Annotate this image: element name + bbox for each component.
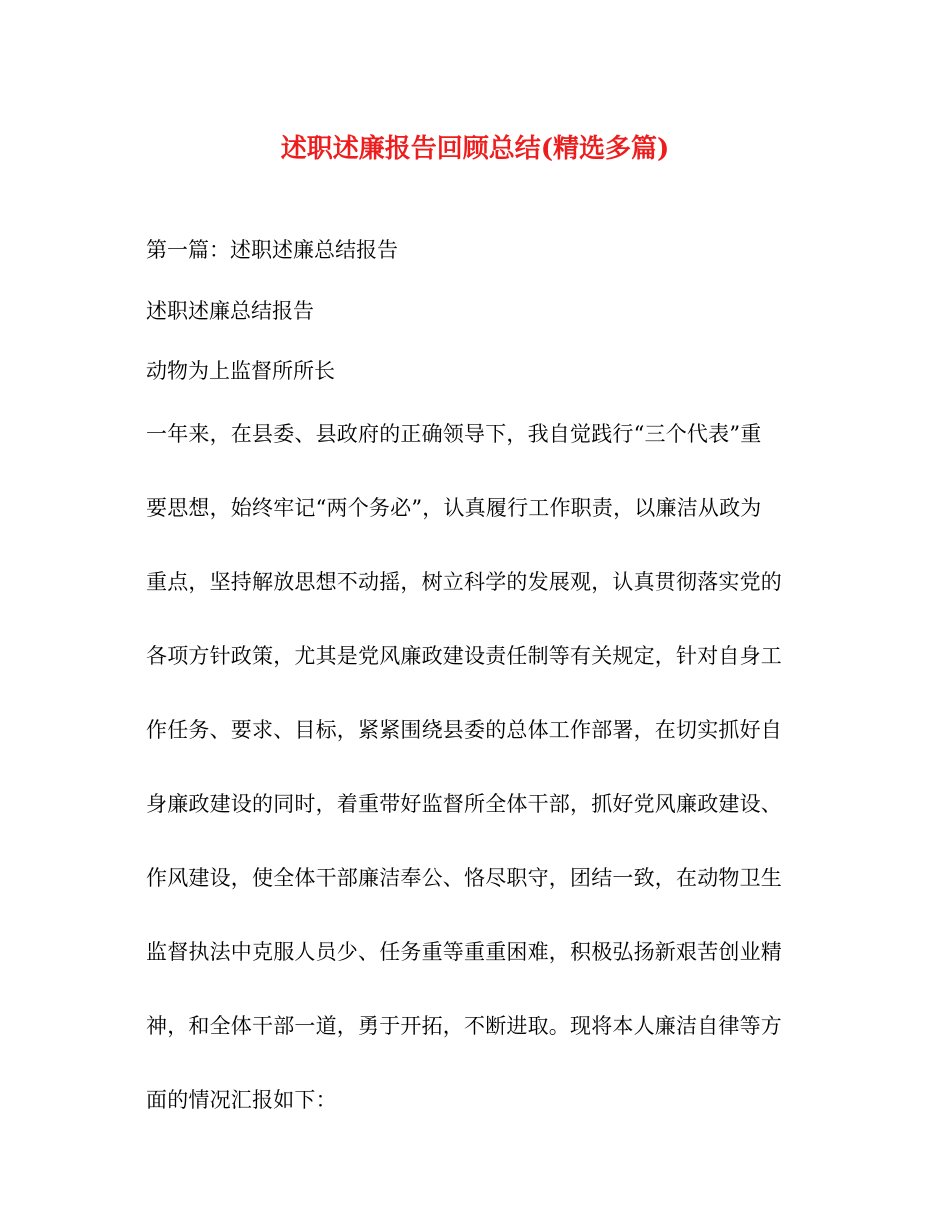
body-line: 身廉政建设的同时，着重带好监督所全体干部，抓好党风廉政建设、 (146, 792, 782, 816)
body-line: 监督执法中克服人员少、任务重等重重困难，积极弘扬新艰苦创业精 (146, 940, 782, 964)
report-title: 述职述廉总结报告 (146, 299, 314, 323)
body-line: 神，和全体干部一道，勇于开拓，不断进取。现将本人廉洁自律等方 (146, 1014, 782, 1038)
document-title: 述职述廉报告回顾总结(精选多篇) (280, 134, 670, 164)
body-line: 各项方针政策，尤其是党风廉政建设责任制等有关规定，针对自身工 (146, 644, 782, 668)
body-line: 要思想，始终牢记“两个务必”，认真履行工作职责，以廉洁从政为 (146, 496, 762, 520)
body-line: 作风建设，使全体干部廉洁奉公、恪尽职守，团结一致，在动物卫生 (146, 866, 782, 890)
author-line: 动物为上监督所所长 (146, 359, 335, 383)
body-line: 一年来，在县委、县政府的正确领导下，我自觉践行“三个代表”重 (146, 422, 762, 446)
body-line: 作任务、要求、目标，紧紧围绕县委的总体工作部署，在切实抓好自 (146, 718, 782, 742)
body-paragraph (146, 419, 806, 1159)
body-line: 面的情况汇报如下： (146, 1088, 337, 1112)
section-heading: 第一篇：述职述廉总结报告 (146, 238, 398, 262)
body-line: 重点，坚持解放思想不动摇，树立科学的发展观，认真贯彻落实党的 (146, 570, 782, 594)
